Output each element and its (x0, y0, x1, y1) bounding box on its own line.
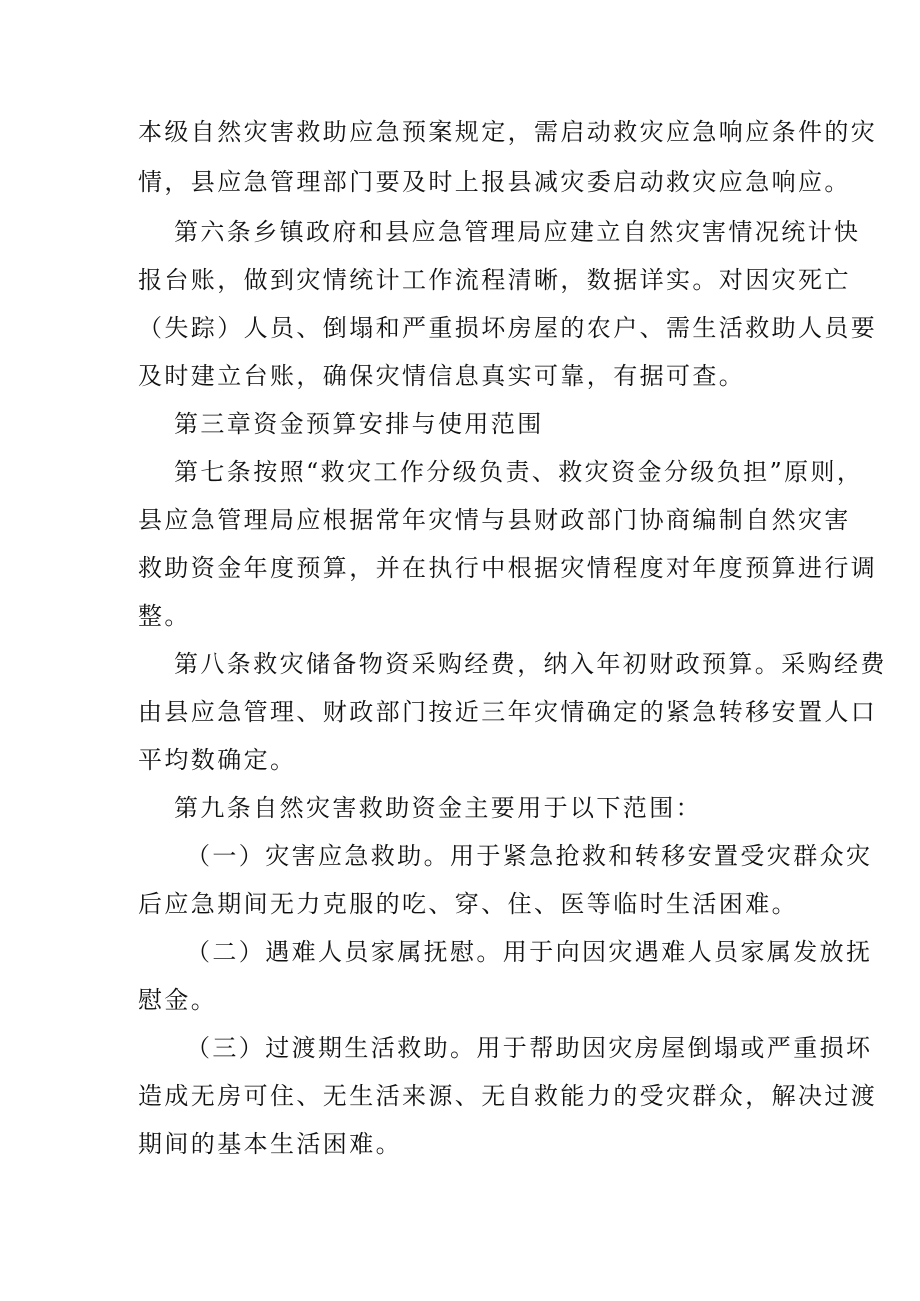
text-line: 本级自然灾害救助应急预案规定，需启动救灾应急响应条件的灾 (138, 118, 878, 146)
text-line: （二）遇难人员家属抚慰。用于向因灾遇难人员家属发放抚 (186, 938, 873, 966)
text-line: 平均数确定。 (138, 746, 297, 774)
text-line: 整。 (138, 602, 191, 630)
text-line: 造成无房可住、无生活来源、无自救能力的受灾群众，解决过渡 (138, 1082, 878, 1110)
section-heading: 第三章资金预算安排与使用范围 (174, 410, 544, 438)
text-line: 第八条救灾储备物资采购经费，纳入年初财政预算。采购经费 (174, 650, 887, 678)
text-line: （三）过渡期生活救助。用于帮助因灾房屋倒塌或严重损坏 (186, 1034, 873, 1062)
text-line: 县应急管理局应根据常年灾情与县财政部门协商编制自然灾害 (138, 506, 851, 534)
text-line: 情，县应急管理部门要及时上报县减灾委启动救灾应急响应。 (138, 168, 851, 196)
text-line: 慰金。 (138, 986, 218, 1014)
text-line: 第九条自然灾害救助资金主要用于以下范围： (174, 794, 702, 822)
text-line: 由县应急管理、财政部门按近三年灾情确定的紧急转移安置人口 (138, 698, 878, 726)
text-line: （失踪）人员、倒塌和严重损坏房屋的农户、需生活救助人员要 (138, 314, 878, 342)
text-line: （一）灾害应急救助。用于紧急抢救和转移安置受灾群众灾 (186, 842, 873, 870)
text-line: 后应急期间无力克服的吃、穿、住、医等临时生活困难。 (138, 890, 798, 918)
text-line: 救助资金年度预算，并在执行中根据灾情程度对年度预算进行调 (138, 554, 878, 582)
text-line: 期间的基本生活困难。 (138, 1130, 402, 1158)
text-line: 报台账，做到灾情统计工作流程清晰，数据详实。对因灾死亡 (138, 266, 851, 294)
text-line: 第六条乡镇政府和县应急管理局应建立自然灾害情况统计快 (174, 218, 861, 246)
text-line: 第七条按照“救灾工作分级负责、救灾资金分级负担”原则， (174, 458, 864, 486)
text-line: 及时建立台账，确保灾情信息真实可靠，有据可查。 (138, 362, 746, 390)
